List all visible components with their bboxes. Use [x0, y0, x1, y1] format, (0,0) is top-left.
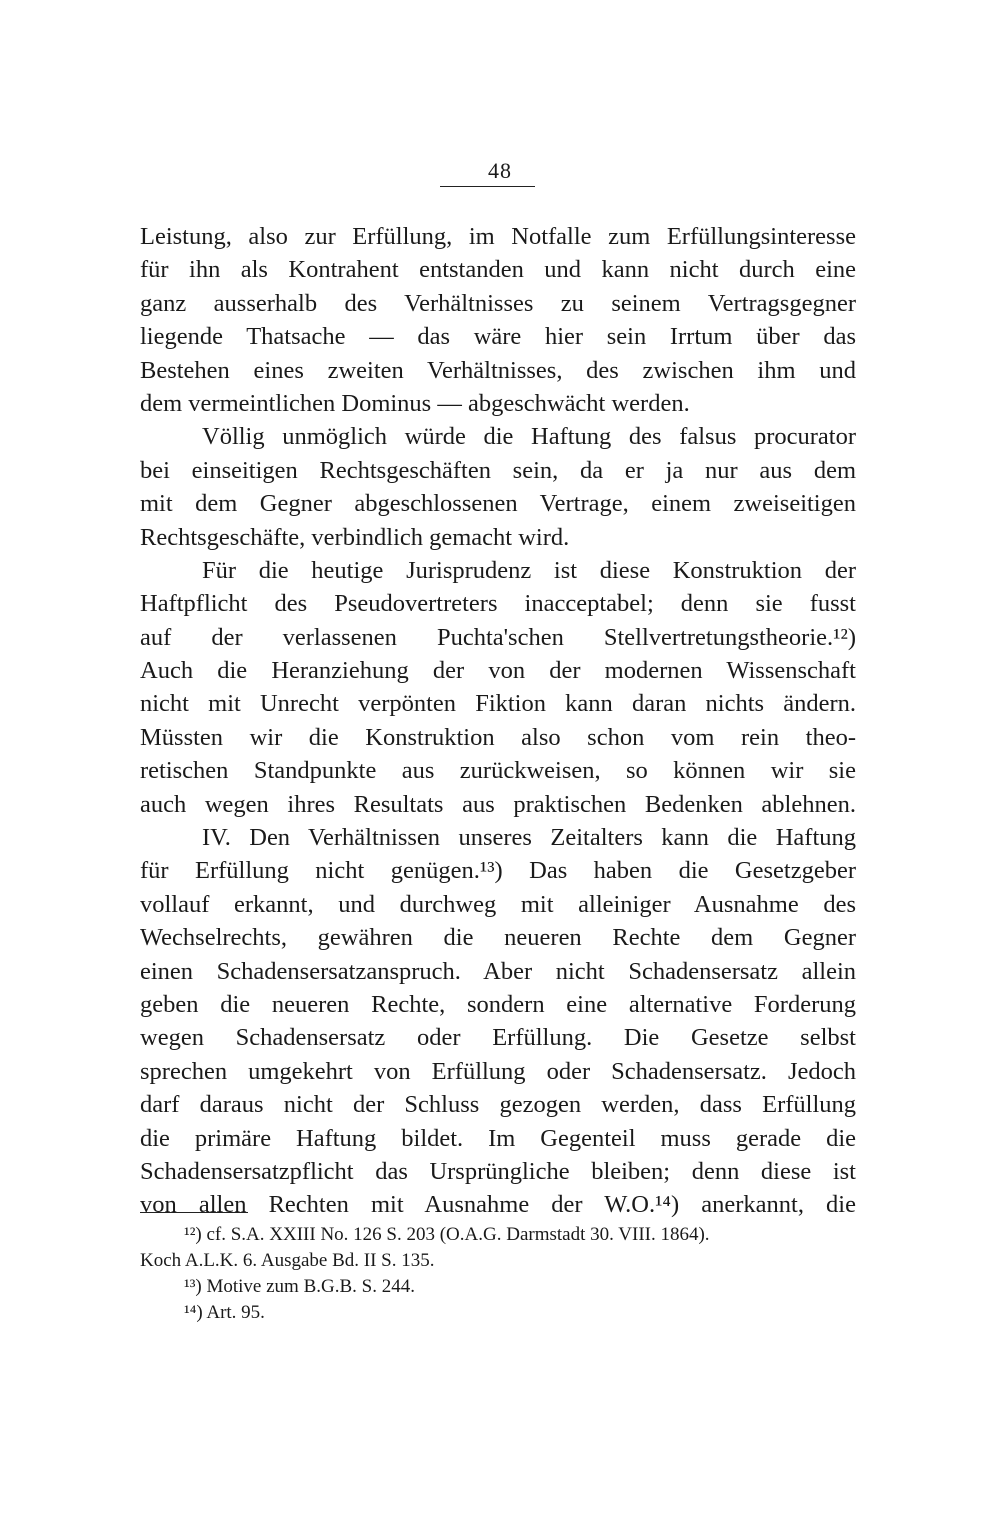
body-line: mit dem Gegner abgeschlossenen Vertrage, einem zweiseitigen	[140, 490, 856, 518]
body-line: Für die heutige Jurisprudenz ist diese Konstruktion der	[202, 556, 856, 584]
body-line: Wechselrechts, gewähren die neueren Rechte dem Gegner	[140, 924, 856, 952]
body-line: einen Schadensersatzanspruch. Aber nicht Schadensersatz allein	[140, 957, 856, 985]
body-line: Haftpflicht des Pseudovertreters inacceptabel; denn sie fusst	[140, 590, 856, 618]
body-line: auf der verlassenen Puchta'schen Stellvertretungstheorie.¹²)	[140, 623, 856, 651]
body-line: Völlig unmöglich würde die Haftung des falsus procurator	[202, 423, 856, 451]
body-line: die primäre Haftung bildet. Im Gegenteil muss gerade die	[140, 1124, 856, 1152]
body-line: Bestehen eines zweiten Verhältnisses, des zwischen ihm und	[140, 356, 856, 384]
body-line: Müssten wir die Konstruktion also schon vom rein theo-	[140, 723, 856, 751]
body-line: vollauf erkannt, und durchweg mit alleiniger Ausnahme des	[140, 890, 856, 918]
footnote-separator	[140, 1212, 248, 1213]
body-line: nicht mit Unrecht verpönten Fiktion kann daran nichts ändern.	[140, 690, 856, 718]
body-line: retischen Standpunkte aus zurückweisen, so können wir sie	[140, 757, 856, 785]
body-line: darf daraus nicht der Schluss gezogen werden, dass Erfüllung	[140, 1091, 856, 1119]
body-line: sprechen umgekehrt von Erfüllung oder Schadensersatz. Jedoch	[140, 1057, 856, 1085]
body-line: dem vermeintlichen Dominus — abgeschwächt werden.	[140, 389, 690, 417]
body-line: für Erfüllung nicht genügen.¹³) Das haben die Gesetzgeber	[140, 857, 856, 885]
body-line: auch wegen ihres Resultats aus praktischen Bedenken ablehnen.	[140, 790, 856, 818]
footnote-line: Koch A.L.K. 6. Ausgabe Bd. II S. 135.	[140, 1250, 435, 1271]
body-line: Auch die Heranziehung der von der modernen Wissenschaft	[140, 657, 856, 685]
body-line: bei einseitigen Rechtsgeschäften sein, da er ja nur aus dem	[140, 456, 856, 484]
footnotes	[140, 1222, 856, 1326]
footnote-line: ¹³) Motive zum B.G.B. S. 244.	[184, 1276, 415, 1297]
body-line: Schadensersatzpflicht das Ursprüngliche bleiben; denn diese ist	[140, 1157, 856, 1185]
footnote-line: ¹⁴) Art. 95.	[184, 1302, 265, 1323]
body-line: Leistung, also zur Erfüllung, im Notfalle zum Erfüllungsinteresse	[140, 223, 856, 250]
body-line: IV. Den Verhältnissen unseres Zeitalters kann die Haftung	[202, 824, 856, 852]
body-line: Rechtsgeschäfte, verbindlich gemacht wird.	[140, 523, 570, 551]
page-number-rule	[440, 186, 535, 187]
body-line: wegen Schadensersatz oder Erfüllung. Die Gesetze selbst	[140, 1024, 856, 1052]
body-line: liegende Thatsache — das wäre hier sein Irrtum über das	[140, 323, 856, 351]
body-line: geben die neueren Rechte, sondern eine alternative Forderung	[140, 990, 856, 1018]
footnote-line: ¹²) cf. S.A. XXIII No. 126 S. 203 (O.A.G. Darmstadt 30. VIII. 1864).	[184, 1224, 710, 1245]
body-text	[140, 220, 856, 1222]
body-line: für ihn als Kontrahent entstanden und kann nicht durch eine	[140, 256, 856, 284]
body-line: ganz ausserhalb des Verhältnisses zu seinem Vertragsgegner	[140, 289, 856, 317]
page-number: 48	[488, 158, 512, 183]
body-line: von allen Rechten mit Ausnahme der W.O.¹⁴) anerkannt, die	[140, 1191, 856, 1219]
